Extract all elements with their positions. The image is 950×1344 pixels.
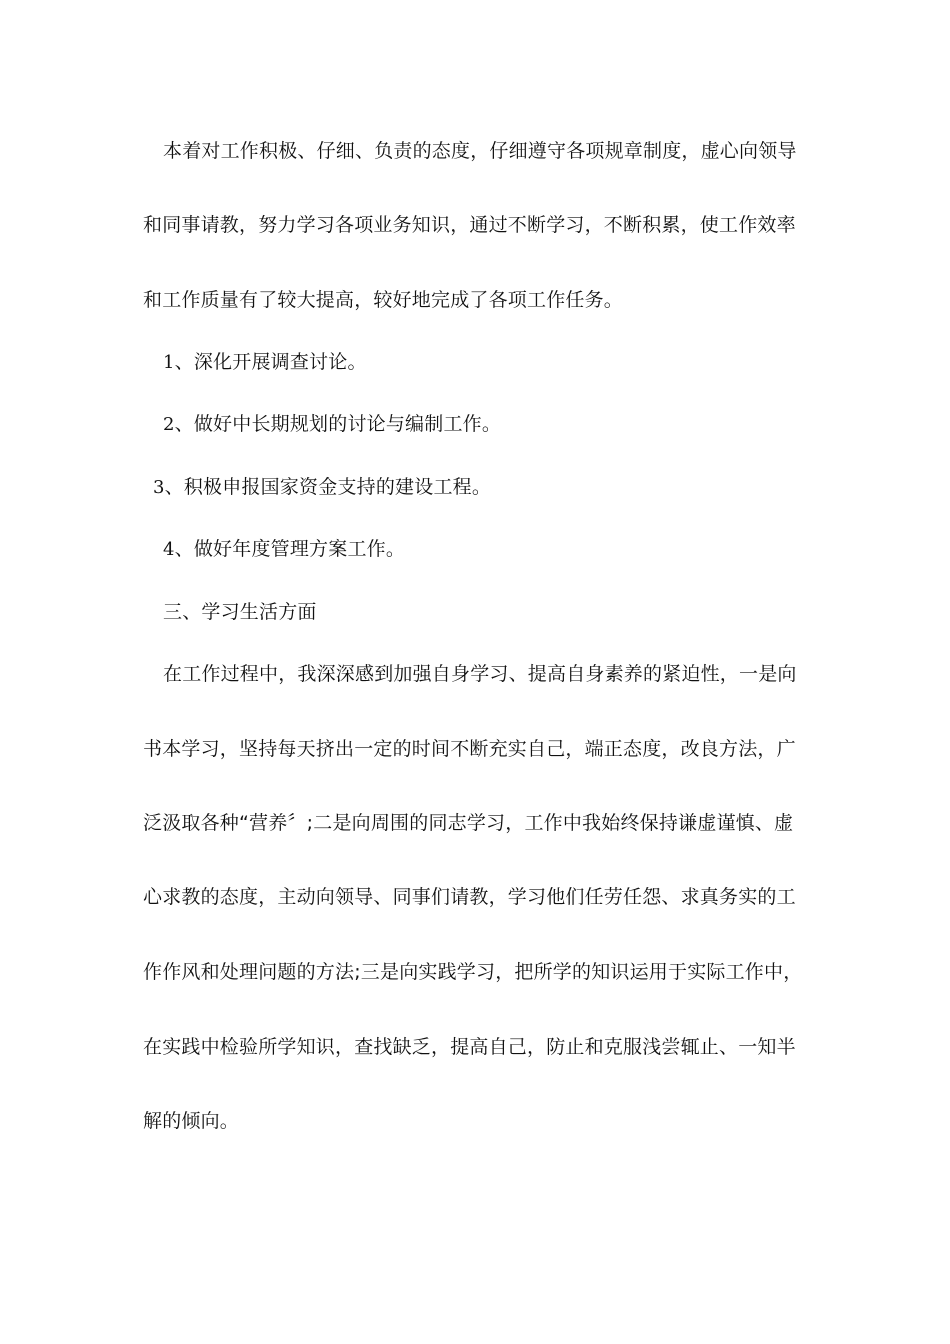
list-item-text: 、做好中长期规划的讨论与编制工作。 xyxy=(174,413,502,435)
paragraph-2-line-4: 心求教的态度，主动向领导、同事们请教，学习他们任劳任怨、求真务实的工 xyxy=(143,886,796,908)
list-item-text: 、深化开展调查讨论。 xyxy=(174,351,367,373)
paragraph-2-line-7: 解的倾向。 xyxy=(143,1110,240,1132)
list-item-text: 、积极申报国家资金支持的建设工程。 xyxy=(164,476,492,498)
paragraph-1-line-1: 本着对工作积极、仔细、负责的态度，仔细遵守各项规章制度，虚心向领导 xyxy=(163,140,797,162)
paragraph-2-line-2: 书本学习，坚持每天挤出一定的时间不断充实自己，端正态度，改良方法，广 xyxy=(143,738,796,760)
list-item-1 xyxy=(163,350,367,375)
paragraph-2-line-3: 泛汲取各种“营养〞;二是向周围的同志学习，工作中我始终保持谦虚谨慎、虚 xyxy=(143,812,794,834)
paragraph-2-line-1: 在工作过程中，我深深感到加强自身学习、提高自身素养的紧迫性，一是向 xyxy=(163,663,797,685)
paragraph-2-line-6: 在实践中检验所学知识，查找缺乏，提高自己，防止和克服浅尝辄止、一知半 xyxy=(143,1036,796,1058)
list-item-number: 4 xyxy=(163,539,175,560)
paragraph-2-line-5: 作作风和处理问题的方法;三是向实践学习，把所学的知识运用于实际工作中， xyxy=(143,961,803,983)
paragraph-1-line-2: 和同事请教，努力学习各项业务知识，通过不断学习，不断积累，使工作效率 xyxy=(143,214,796,236)
list-item-text: 、做好年度管理方案工作。 xyxy=(174,538,406,560)
list-item-4 xyxy=(163,537,405,562)
list-item-number: 2 xyxy=(163,414,175,435)
list-item-2 xyxy=(163,412,501,437)
list-item-number: 1 xyxy=(163,352,175,373)
section-heading: 三、学习生活方面 xyxy=(163,601,317,623)
paragraph-1-line-3: 和工作质量有了较大提高，较好地完成了各项工作任务。 xyxy=(143,289,624,311)
list-item-3 xyxy=(153,475,491,500)
list-item-number: 3 xyxy=(153,477,165,498)
